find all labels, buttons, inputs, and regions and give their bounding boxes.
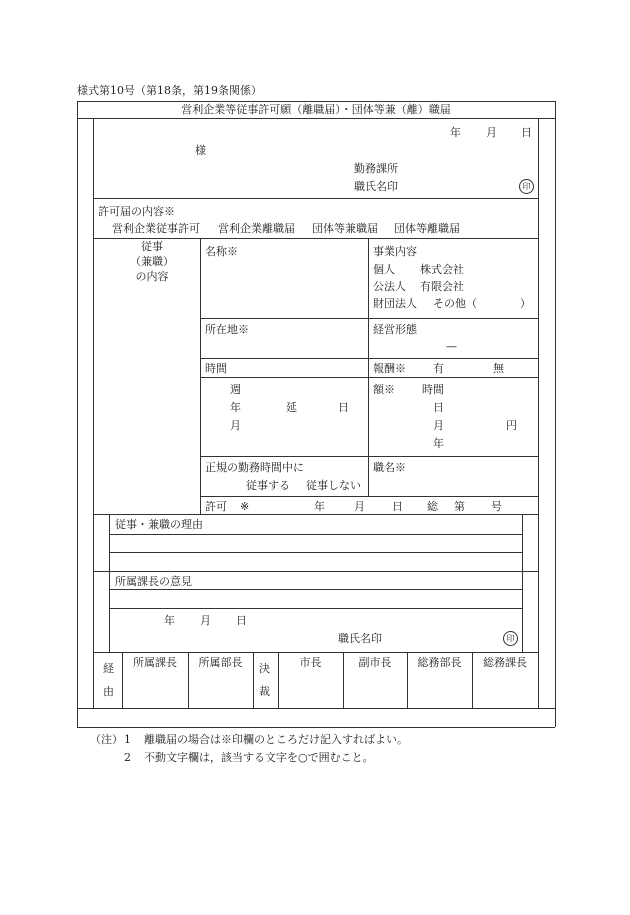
permit-label: 許可 [205,500,227,513]
entity-yugen: 有限会社 [420,280,464,293]
during-hours-label: 正規の勤務時間中に [205,461,304,474]
side-label-line-1: 従事 [141,240,163,253]
opinion-name-seal: 職氏名印 [338,632,382,645]
note-1: 離職届の場合は※印欄のところだけ記入すればよい。 [144,733,408,746]
permit-option-2: 営利企業離職届 [218,222,295,235]
opinion-month: 月 [200,614,211,627]
routing-col-general-affairs-head: 総務部長 [417,656,462,669]
reason-line-2[interactable] [110,553,521,570]
seal-icon: 印 [519,179,534,194]
note-2-number: 2 [124,751,131,764]
hours-year: 年 [230,401,241,414]
entity-other: その他（ [433,297,477,310]
engage-option: 従事する [246,479,290,492]
side-label-line-3: の内容 [135,270,169,283]
routing-col-general-affairs-chief: 総務課長 [483,656,527,669]
entity-public: 公法人 [373,280,406,293]
entity-other-close: ） [520,297,531,310]
routing-label-top: 経 [103,662,114,675]
hours-ext: 延 [286,401,297,414]
routing-col-section-chief: 所属課長 [133,656,177,669]
hours-month: 月 [230,419,241,432]
routing-col-dept-head: 所属部長 [198,656,243,669]
form-number: 様式第10号（第18条，第19条関係） [77,84,262,97]
opinion-day: 日 [236,614,247,627]
hours-label: 時間 [205,362,227,375]
reason-label: 従事・兼職の理由 [115,518,203,531]
permit-dai: 第 [454,500,465,513]
amount-label: 額※ [373,383,395,396]
pay-label: 報酬※ [373,362,406,375]
routing-col-mayor: 市長 [299,656,322,669]
name-label: 名称※ [205,245,238,258]
permit-content-label: 許可届の内容※ [98,205,175,218]
location-label: 所在地※ [205,323,249,336]
decision-label-top: 決 [259,662,270,675]
header-year: 年 [450,126,461,139]
decision-label-bottom: 裁 [259,685,270,698]
entity-kabushiki: 株式会社 [420,263,464,276]
note-1-number: 1 [124,733,131,746]
notes-prefix: （注） [90,733,123,746]
entity-foundation: 財団法人 [373,297,417,310]
side-label-line-2: （兼職） [130,255,174,268]
mgmt-dash: — [446,340,457,353]
business-label: 事業内容 [373,245,417,258]
amount-day: 日 [433,401,444,414]
department-label: 勤務課所 [354,162,398,175]
routing-label-bottom: 由 [103,685,114,698]
hours-day: 日 [338,401,349,414]
permit-option-4: 団体等離職届 [394,222,460,235]
mgmt-form-label: 経営形態 [373,323,417,336]
permit-option-3: 団体等兼職届 [312,222,378,235]
amount-year: 年 [433,437,444,450]
opinion-seal-icon: 印 [503,631,518,646]
addressee-suffix: 様 [195,144,206,157]
entity-individual: 個人 [373,263,395,276]
permit-go: 号 [491,500,502,513]
not-engage-option: 従事しない [306,479,361,492]
amount-month: 月 [433,419,444,432]
permit-month: 月 [354,500,365,513]
permit-so: 総 [427,500,438,513]
permit-year: 年 [314,500,325,513]
permit-mark: ※ [240,500,250,513]
form-title: 営利企業等従事許可願（離職届）・団体等兼（離）職届 [181,103,451,116]
opinion-year: 年 [164,614,175,627]
header-month: 月 [486,126,497,139]
permit-option-1: 営利企業従事許可 [112,222,200,235]
name-seal-label: 職氏名印 [354,180,398,193]
amount-yen: 円 [506,419,517,432]
opinion-line[interactable] [110,590,521,607]
hours-week: 週 [230,383,241,396]
opinion-label: 所属課長の意見 [115,575,192,588]
reason-line-1[interactable] [110,535,521,551]
note-2: 不動文字欄は，該当する文字を○で囲むこと。 [144,751,374,764]
permit-day: 日 [392,500,403,513]
pay-yes: 有 [433,362,444,375]
pay-no: 無 [493,362,504,375]
routing-col-vice-mayor: 副市長 [358,656,392,669]
header-day: 日 [521,126,532,139]
amount-hours: 時間 [422,383,444,396]
job-title-label: 職名※ [373,461,406,474]
